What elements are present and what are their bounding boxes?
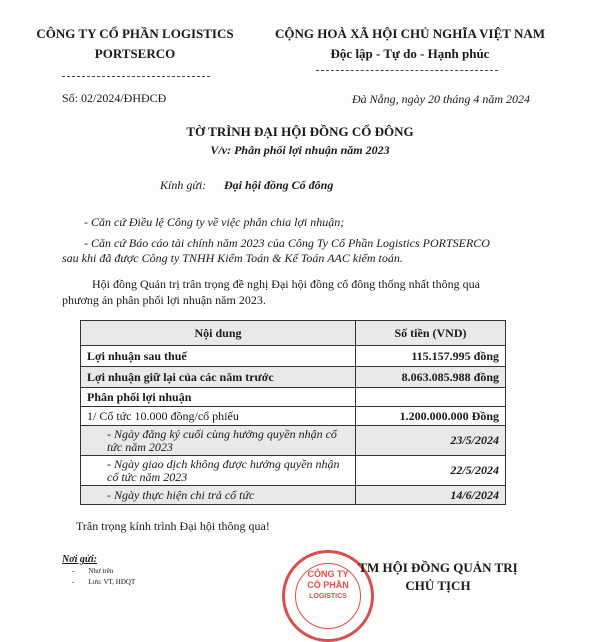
row-label: - Ngày giao dịch không được hưởng quyền nhận cổ tức năm 2023 (81, 456, 356, 486)
recipients-label: Nơi gửi: (62, 554, 97, 565)
addressee-label: Kính gửi: (160, 178, 207, 192)
row-amount: 14/6/2024 (356, 486, 506, 505)
header-content: Nội dung (81, 321, 356, 346)
table-row (81, 486, 506, 505)
motto: Độc lập - Tự do - Hạnh phúc (330, 46, 490, 61)
signature-title: TM HỘI ĐỒNG QUẢN TRỊ (358, 560, 518, 575)
addressee-value: Đại hội đồng Cổ đông (224, 178, 334, 192)
document-number: Số: 02/2024/ĐHĐCĐ (62, 91, 167, 105)
company-name-line2: PORTSERCO (94, 46, 176, 61)
seal-line1: CÔNG TY (307, 569, 349, 579)
republic-title: CỘNG HOÀ XÃ HỘI CHỦ NGHĨA VIỆT NAM (274, 26, 546, 41)
row-label: - Ngày thực hiện chi trả cổ tức (81, 486, 356, 505)
bullet: - (72, 567, 89, 575)
row-amount: 1.200.000.000 Đồng (356, 407, 506, 426)
row-amount: 8.063.085.988 đồng (356, 367, 506, 388)
table-row (81, 346, 506, 367)
row-label: Phân phối lợi nhuận (81, 388, 356, 407)
profit-distribution-table (80, 320, 506, 505)
seal-line3: LOGISTICS (309, 593, 347, 600)
proposal-line2: phương án phân phối lợi nhuận năm 2023. (62, 293, 266, 307)
row-label: Lợi nhuận sau thuế (81, 346, 356, 367)
recipient-item (72, 578, 135, 586)
table-header-row (81, 321, 506, 346)
row-amount-empty (356, 388, 506, 407)
recipient-text: Lưu: VT, HĐQT (88, 578, 136, 586)
company-underline (62, 76, 210, 77)
basis-charter: - Căn cứ Điều lệ Công ty về việc phân chia lợi nhuận; (84, 215, 345, 229)
recipient-item (72, 567, 113, 575)
closing-text: Trân trọng kính trình Đại hội thông qua! (76, 519, 270, 533)
row-label: Lợi nhuận giữ lại của các năm trước (81, 367, 356, 388)
table-row (81, 367, 506, 388)
seal-line2: CỔ PHẦN (307, 580, 349, 590)
basis-financial-line2: sau khi đã được Công ty TNHH Kiểm Toán & Kế Toán AAC kiểm toán. (62, 251, 403, 265)
signature-role: CHỦ TỊCH (405, 578, 471, 593)
row-amount: 23/5/2024 (356, 426, 506, 456)
table-row (81, 426, 506, 456)
recipient-text: Như trên (88, 567, 114, 575)
republic-heading (250, 24, 570, 64)
company-name (30, 24, 240, 64)
proposal-line1: Hội đồng Quản trị trân trọng đề nghị Đại hội đồng cổ đông thống nhất thông qua (92, 277, 480, 291)
company-name-line1: CÔNG TY CỔ PHẦN LOGISTICS (36, 26, 234, 41)
row-label: 1/ Cổ tức 10.000 đồng/cổ phiếu (81, 407, 356, 426)
header-amount: Số tiền (VND) (356, 321, 506, 346)
table-row (81, 456, 506, 486)
row-amount: 115.157.995 đồng (356, 346, 506, 367)
bullet: - (72, 578, 89, 586)
motto-underline (316, 70, 498, 71)
table-row (81, 388, 506, 407)
basis-financial-line1: - Căn cứ Báo cáo tài chính năm 2023 của Công Ty Cổ Phần Logistics PORTSERCO (84, 236, 490, 250)
page-title: TỜ TRÌNH ĐẠI HỘI ĐỒNG CỔ ĐÔNG (186, 124, 414, 139)
place-date: Đà Nẵng, ngày 20 tháng 4 năm 2024 (352, 92, 530, 106)
row-amount: 22/5/2024 (356, 456, 506, 486)
table-row (81, 407, 506, 426)
row-label: - Ngày đăng ký cuối cùng hưởng quyền nhận cổ tức năm 2023 (81, 426, 356, 456)
subject: V/v: Phân phối lợi nhuận năm 2023 (210, 143, 390, 157)
